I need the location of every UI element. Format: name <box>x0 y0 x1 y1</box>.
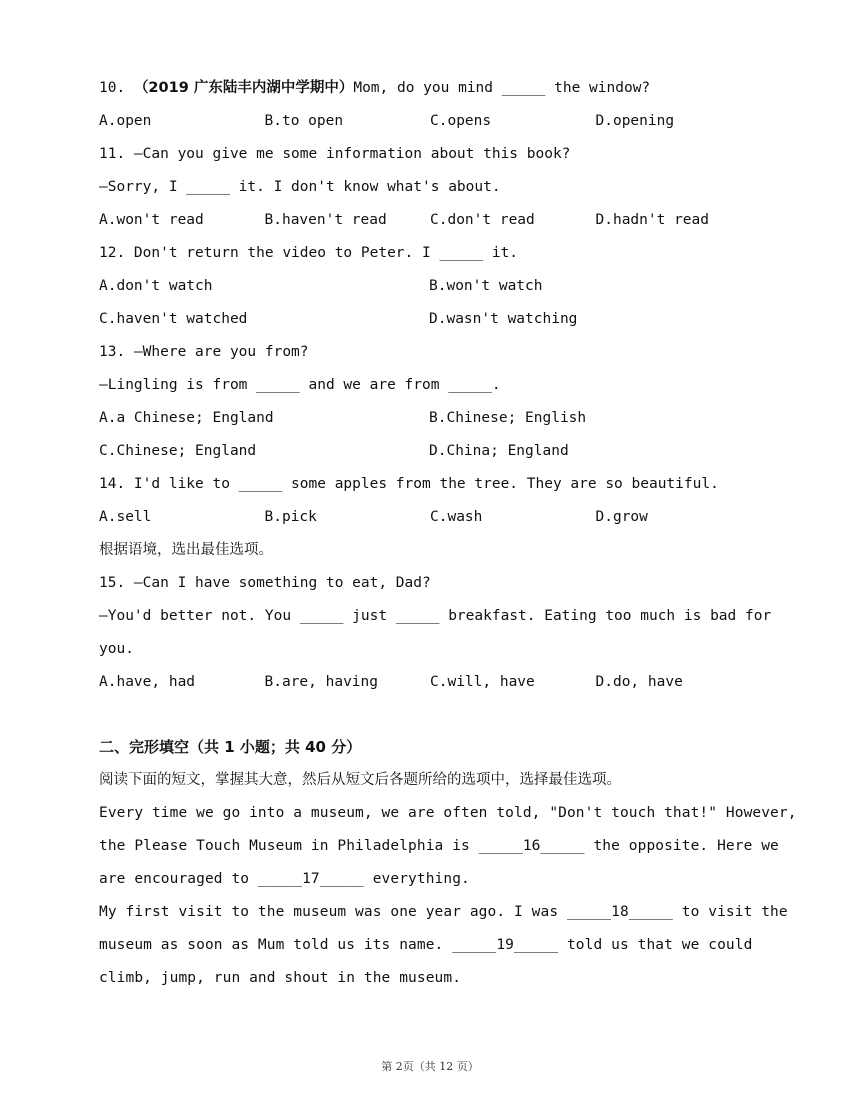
option-d: D.grow <box>595 509 648 525</box>
question-13-reply: —Lingling is from _____ and we are from _____. <box>99 377 501 393</box>
question-13-options-row1 <box>99 408 779 428</box>
question-14-stem: 14. I'd like to _____ some apples from the tree. They are so beautiful. <box>99 476 719 492</box>
option-a: A.a Chinese; England <box>99 410 274 426</box>
option-c: C.wash <box>430 509 483 525</box>
question-13-options-row2 <box>99 441 779 461</box>
question-15-stem: 15. —Can I have something to eat, Dad? <box>99 575 431 591</box>
question-10 <box>99 78 779 98</box>
question-source: （2019 广东陆丰内湖中学期中） <box>133 80 354 96</box>
option-b: B.are, having <box>264 674 378 690</box>
option-b: B.pick <box>264 509 317 525</box>
document-body <box>99 78 797 1001</box>
option-b: B.Chinese; English <box>429 410 587 426</box>
option-c: C.opens <box>430 113 492 129</box>
question-12-options-row2 <box>99 309 779 329</box>
question-11-stem: 11. —Can you give me some information about this book? <box>99 146 571 162</box>
question-15-reply-cont: you. <box>99 641 134 657</box>
question-15-options <box>99 672 779 692</box>
option-d: D.opening <box>595 113 675 129</box>
section-instruction: 阅读下面的短文，掌握其大意，然后从短文后各题所给的选项中，选择最佳选项。 <box>99 772 621 788</box>
section-title: 二、完形填空（共 1 小题；共 40 分） <box>99 738 362 756</box>
question-11-options <box>99 210 779 230</box>
question-14-options <box>99 507 779 527</box>
question-stem: Mom, do you mind _____ the window? <box>353 80 651 96</box>
passage-line: climb, jump, run and shout in the museum. <box>99 970 462 986</box>
option-a: A.open <box>99 113 152 129</box>
option-a: A.sell <box>99 509 152 525</box>
option-d: D.wasn't watching <box>429 311 578 327</box>
question-11-reply: —Sorry, I _____ it. I don't know what's about. <box>99 179 501 195</box>
question-10-options <box>99 111 779 131</box>
passage-line: My first visit to the museum was one year ago. I was _____18_____ to visit the <box>99 904 788 920</box>
option-c: C.don't read <box>430 212 535 228</box>
option-c: C.Chinese; England <box>99 443 257 459</box>
question-15-reply: —You'd better not. You _____ just _____ breakfast. Eating too much is bad for <box>99 608 772 624</box>
page-footer: 第 2页（共 12 页） <box>381 1060 479 1073</box>
question-12-stem: 12. Don't return the video to Peter. I _____ it. <box>99 245 519 261</box>
passage-line: the Please Touch Museum in Philadelphia is _____16_____ the opposite. Here we <box>99 838 779 854</box>
option-d: D.China; England <box>429 443 569 459</box>
option-c: C.will, have <box>430 674 535 690</box>
question-12-options-row1 <box>99 276 779 296</box>
question-13-stem: 13. —Where are you from? <box>99 344 309 360</box>
context-instruction: 根据语境，选出最佳选项。 <box>99 542 273 558</box>
option-b: B.to open <box>264 113 344 129</box>
option-b: B.haven't read <box>264 212 387 228</box>
option-a: A.won't read <box>99 212 204 228</box>
question-number: 10. <box>99 80 126 96</box>
passage-line: museum as soon as Mum told us its name. _____19_____ told us that we could <box>99 937 753 953</box>
option-c: C.haven't watched <box>99 311 248 327</box>
option-b: B.won't watch <box>429 278 543 294</box>
option-a: A.don't watch <box>99 278 213 294</box>
option-d: D.hadn't read <box>595 212 709 228</box>
option-a: A.have, had <box>99 674 196 690</box>
passage-line: are encouraged to _____17_____ everything. <box>99 871 470 887</box>
option-d: D.do, have <box>595 674 683 690</box>
passage-line: Every time we go into a museum, we are often told, "Don't touch that!" However, <box>99 805 797 821</box>
